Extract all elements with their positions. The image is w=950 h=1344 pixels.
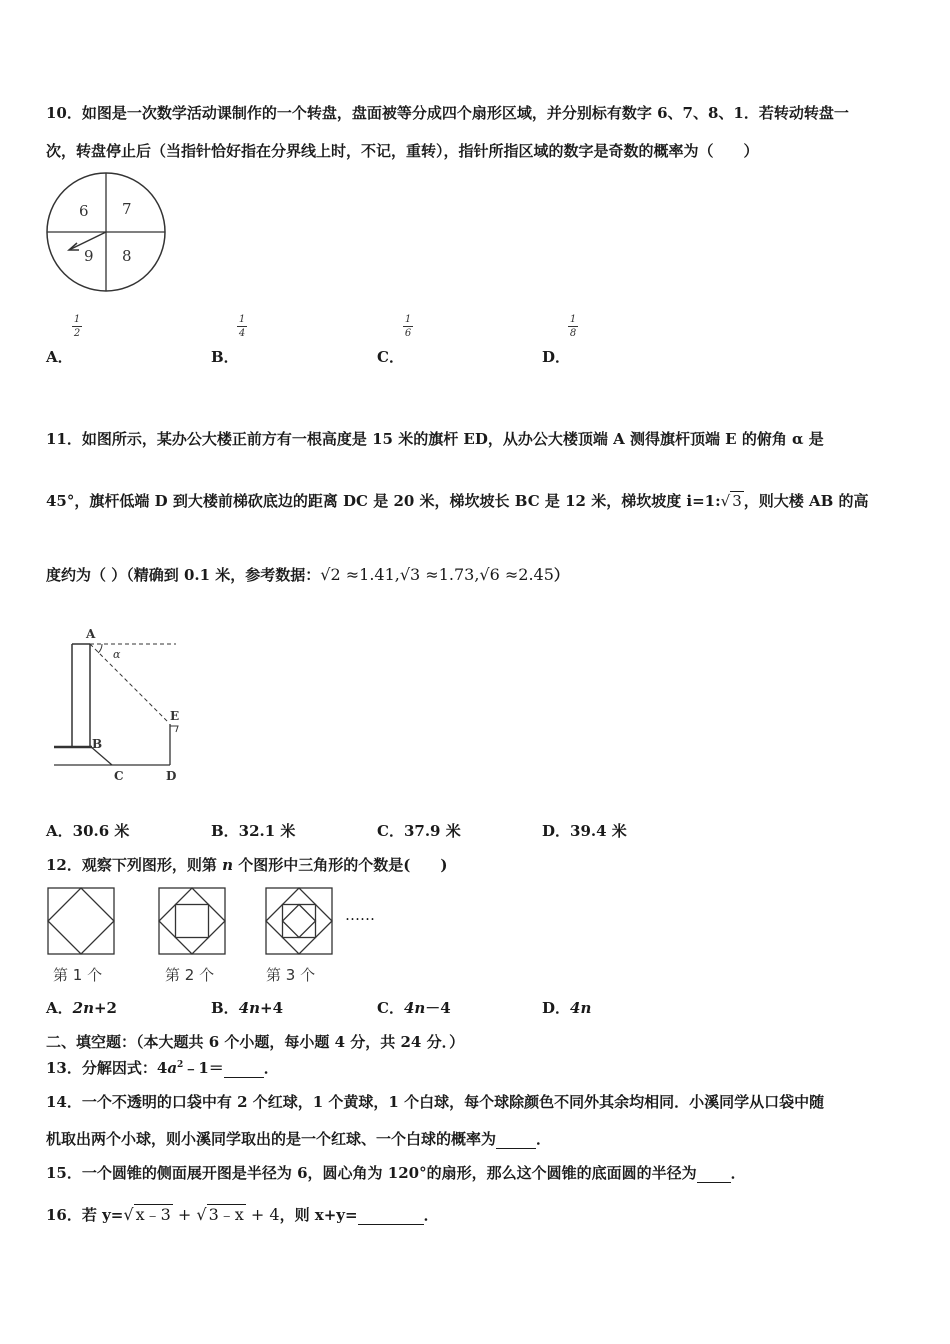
sight-line-a-e [90, 644, 168, 722]
spinner-label: 6 [79, 202, 89, 220]
q16-answer-blank [358, 1206, 424, 1225]
q14-answer-blank [496, 1130, 536, 1149]
label-e: E [170, 709, 180, 723]
spinner-label: 8 [122, 247, 132, 265]
label-c: C [114, 769, 124, 783]
building-flagpole-figure [46, 622, 196, 787]
pattern-figure-3 [265, 887, 333, 955]
q11-line-3 [46, 564, 569, 585]
pattern-figure-2 [158, 887, 226, 955]
q12-stem-start: 12．观察下列图形，则第 [46, 856, 223, 874]
q10-option-c-label: C． [377, 348, 404, 366]
flag [170, 726, 178, 732]
q10-line-1: 10．如图是一次数学活动课制作的一个转盘，盘面被等分成四个扇形区域，并分别标有数字 6、7、8、1．若转动转盘一 [46, 104, 849, 122]
label-b: B [92, 737, 103, 751]
angle-alpha-arc [98, 644, 102, 653]
q11-line-3-start: 度约为（ ）（精确到 0.1 米，参考数据： [46, 566, 321, 584]
section-2-heading: 二、填空题：（本大题共 6 个小题，每小题 4 分，共 24 分．） [46, 1033, 465, 1051]
q10-option-d-label: D． [542, 348, 571, 366]
sqrt-3-expression: √ 3 [720, 492, 742, 510]
q10-option-b-fraction: 1 4 [238, 314, 246, 339]
q11-line-2 [46, 490, 869, 511]
q10-option-b-label: B． [211, 348, 239, 366]
q15: 15．一个圆锥的侧面展开图是半径为 6，圆心角为 120°的扇形，那么这个圆锥的底面圆的半径为 ． [46, 1164, 746, 1182]
q11-line-2-end: ，则大楼 AB 的高 [743, 492, 869, 510]
q11-option-c: C．37.9 米 [377, 822, 461, 840]
q10-option-a-label: A． [46, 348, 73, 366]
q10-option-d-fraction: 1 8 [569, 314, 577, 339]
pattern-caption-3: 第 3 个 [266, 966, 316, 984]
q11-line-3-end: ） [553, 566, 569, 584]
pattern-ellipsis: …… [345, 906, 375, 924]
spinner-label: 7 [122, 200, 132, 218]
q16: 16．若 y=√ x﹣3 + √ 3﹣x + 4，则 x+y= ． [46, 1205, 439, 1224]
q10-option-a-fraction: 1 2 [73, 314, 81, 339]
label-d: D [166, 769, 177, 783]
label-alpha: α [113, 648, 121, 661]
q11-option-a: A．30.6 米 [46, 822, 130, 840]
q16-radical-1: √ x﹣3 [123, 1205, 171, 1224]
q12-variable-n: n [222, 856, 234, 874]
spinner-label: 9 [84, 247, 94, 265]
q12-option-b: B．4n+4 [211, 999, 284, 1017]
pattern-caption-1: 第 1 个 [53, 966, 103, 984]
q13: 13．分解因式：$4a^2﹣1=$ ． [46, 1059, 279, 1077]
q11-option-b: B．32.1 米 [211, 822, 296, 840]
q10-line-2: 次，转盘停止后（当指针恰好指在分界线上时，不记，重转），指针所指区域的数字是奇数的概率为（ ） [46, 142, 759, 160]
q14-line-1: 14．一个不透明的口袋中有 2 个红球，1 个黄球，1 个白球，每个球除颜色不同外其余均相同．小溪同学从口袋中随 [46, 1093, 825, 1111]
spinner-figure [44, 172, 170, 296]
q14-line-2: 机取出两个小球，则小溪同学取出的是一个红球、一个白球的概率为 ． [46, 1130, 552, 1148]
q15-answer-blank [697, 1164, 731, 1183]
pattern-figure-1 [47, 887, 115, 955]
q12-option-c: C．4n－4 [377, 999, 451, 1017]
label-a: A [86, 627, 96, 641]
q12-option-d: D．4n [542, 999, 592, 1017]
q13-answer-blank [224, 1059, 264, 1078]
q11-option-d: D．39.4 米 [542, 822, 627, 840]
q12-stem [46, 854, 447, 875]
q12-stem-end: 个图形中三角形的个数是( ) [233, 856, 448, 874]
q10-option-c-fraction: 1 6 [404, 314, 412, 339]
q11-line-1: 11．如图所示，某办公大楼正前方有一根高度是 15 米的旗杆 ED，从办公大楼顶端 A 测得旗杆顶端 E 的俯角 α 是 [46, 430, 824, 448]
q16-radical-2: √ 3﹣x [196, 1205, 244, 1224]
q11-line-2-start: 45°，旗杆低端 D 到大楼前梯砍底边的距离 DC 是 20 米，梯坎坡长 BC 是 12 米，梯坎坡度 i=1: [46, 492, 721, 510]
q11-reference-data: √2 ≈1.41,√3 ≈1.73,√6 ≈2.45 [320, 565, 554, 584]
pattern-caption-2: 第 2 个 [165, 966, 215, 984]
q12-option-a: A．2n+2 [46, 999, 117, 1017]
